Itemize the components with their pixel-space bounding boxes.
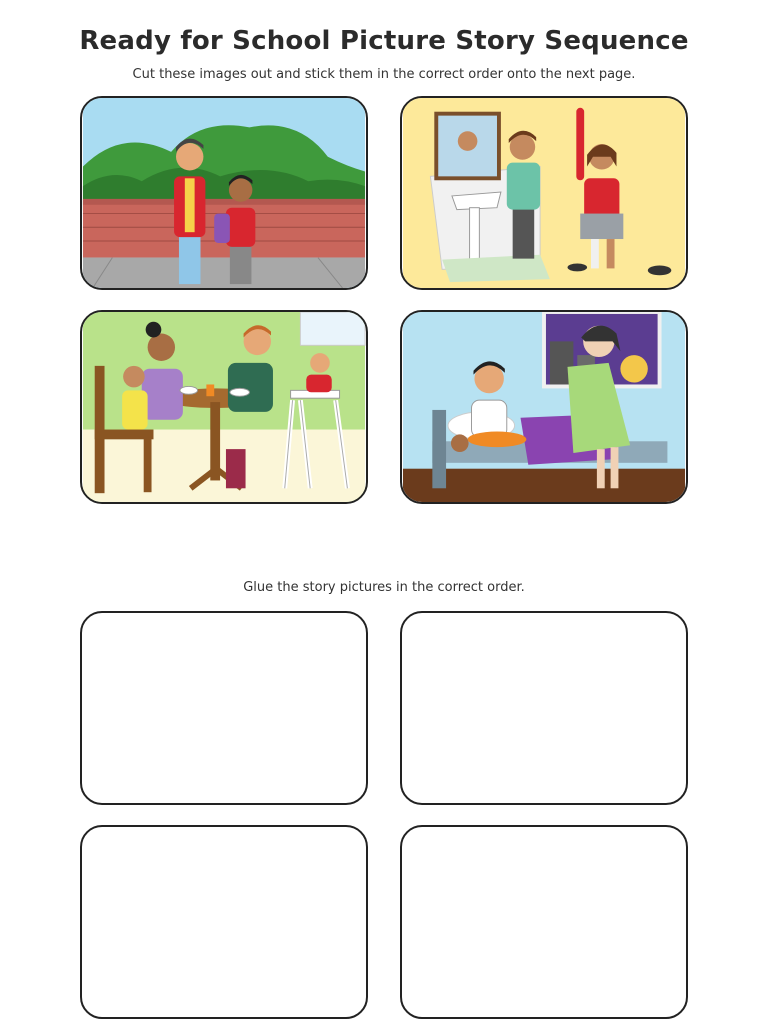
story-picture-getting-ready[interactable]: [400, 96, 688, 290]
empty-glue-box-4[interactable]: [400, 825, 688, 1019]
story-picture-walking-to-school[interactable]: [80, 96, 368, 290]
story-picture-waking-up[interactable]: [400, 310, 688, 504]
empty-glue-box-3[interactable]: [80, 825, 368, 1019]
walking-to-school-illustration: [82, 98, 366, 288]
empty-glue-box-1[interactable]: [80, 611, 368, 805]
getting-ready-illustration: [402, 98, 686, 288]
story-picture-breakfast[interactable]: [80, 310, 368, 504]
empty-glue-box-2[interactable]: [400, 611, 688, 805]
cut-instruction: Cut these images out and stick them in the correct order onto the next page.: [132, 67, 636, 82]
glue-instruction: Glue the story pictures in the correct order.: [243, 580, 525, 595]
breakfast-illustration: [82, 312, 366, 502]
waking-up-illustration: [402, 312, 686, 502]
page-title: Ready for School Picture Story Sequence: [79, 26, 689, 56]
